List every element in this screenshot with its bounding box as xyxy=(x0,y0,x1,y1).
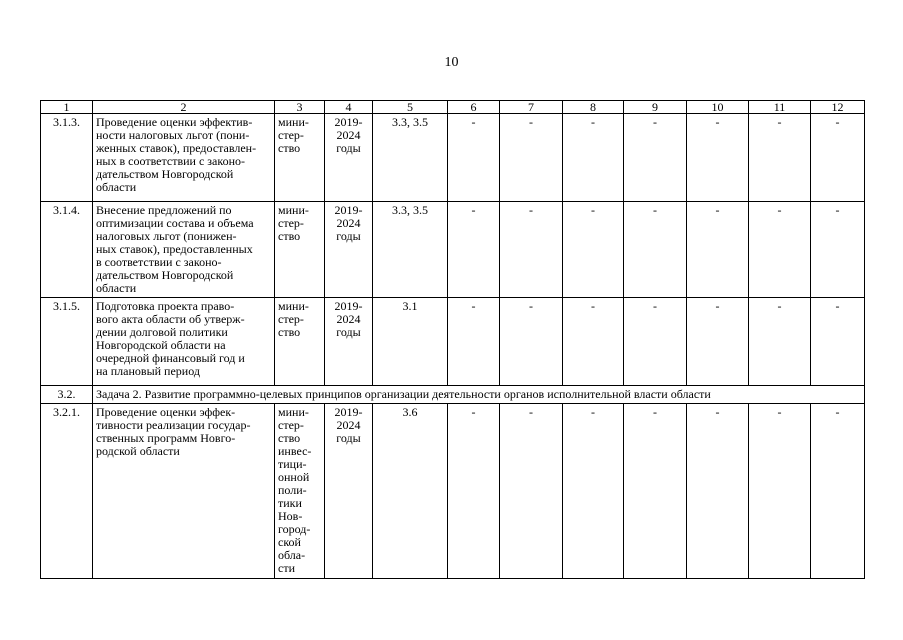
exec-line: стер- xyxy=(278,418,304,432)
desc-line: ственных программ Новго- xyxy=(96,431,236,445)
row-number: 3.1.5. xyxy=(41,298,93,386)
value-cell: - xyxy=(563,202,624,298)
table-row xyxy=(41,202,865,298)
value-cell: - xyxy=(563,298,624,386)
header-cell: 3 xyxy=(275,101,325,114)
header-cell: 10 xyxy=(687,101,749,114)
exec-line: ство xyxy=(278,431,301,445)
desc-line: области xyxy=(96,281,137,295)
exec-line: инвес- xyxy=(278,444,312,458)
header-cell: 9 xyxy=(624,101,687,114)
activity-table xyxy=(40,100,865,579)
exec-line: обла- xyxy=(278,548,306,562)
exec-line: город- xyxy=(278,522,311,536)
header-cell: 4 xyxy=(325,101,373,114)
header-cell: 7 xyxy=(500,101,563,114)
header-cell: 12 xyxy=(811,101,865,114)
exec-line: мини- xyxy=(278,115,309,129)
row-number: 3.1.4. xyxy=(41,202,93,298)
desc-line: тивности реализации государ- xyxy=(96,418,251,432)
period-line: 2019- xyxy=(334,115,363,129)
task-row xyxy=(41,386,865,404)
table-row xyxy=(41,114,865,202)
value-cell: - xyxy=(624,298,687,386)
period xyxy=(325,202,373,298)
value-cell: - xyxy=(687,298,749,386)
exec-line: ство xyxy=(278,325,301,339)
value-cell: - xyxy=(749,202,811,298)
row-number: 3.2.1. xyxy=(41,404,93,579)
activity-description xyxy=(93,202,275,298)
exec-line: ской xyxy=(278,535,301,549)
activity-description xyxy=(93,404,275,579)
value-cell: - xyxy=(624,202,687,298)
desc-line: ных в соответствии с законо- xyxy=(96,154,245,168)
page-number: 10 xyxy=(444,55,459,70)
value-cell: - xyxy=(500,298,563,386)
value-cell: - xyxy=(563,114,624,202)
value-cell: - xyxy=(811,298,865,386)
value-cell: - xyxy=(448,298,500,386)
indicator: 3.3, 3.5 xyxy=(373,202,448,298)
desc-line: на плановый период xyxy=(96,364,200,378)
indicator: 3.1 xyxy=(373,298,448,386)
exec-line: мини- xyxy=(278,203,309,217)
exec-line: ство xyxy=(278,229,301,243)
value-cell: - xyxy=(749,404,811,579)
value-cell: - xyxy=(811,202,865,298)
activity-description xyxy=(93,114,275,202)
exec-line: Нов- xyxy=(278,509,303,523)
desc-line: родской области xyxy=(96,444,180,458)
exec-line: поли- xyxy=(278,483,307,497)
period-line: 2019- xyxy=(334,203,363,217)
header-cell: 5 xyxy=(373,101,448,114)
header-cell: 8 xyxy=(563,101,624,114)
period-line: годы xyxy=(336,229,361,243)
period-line: годы xyxy=(336,141,361,155)
value-cell: - xyxy=(500,404,563,579)
desc-line: в соответствии с законо- xyxy=(96,255,222,269)
desc-line: дении долговой политики xyxy=(96,325,228,339)
desc-line: Внесение предложений по xyxy=(96,203,232,217)
value-cell: - xyxy=(448,202,500,298)
table-header-row xyxy=(41,101,865,114)
value-cell: - xyxy=(563,404,624,579)
value-cell: - xyxy=(624,404,687,579)
value-cell: - xyxy=(687,114,749,202)
value-cell: - xyxy=(749,114,811,202)
value-cell: - xyxy=(811,404,865,579)
exec-line: онной xyxy=(278,470,310,484)
period xyxy=(325,114,373,202)
task-number: 3.2. xyxy=(41,386,93,404)
desc-line: оптимизации состава и объема xyxy=(96,216,254,230)
period xyxy=(325,404,373,579)
exec-line: тици- xyxy=(278,457,307,471)
header-cell: 11 xyxy=(749,101,811,114)
value-cell: - xyxy=(448,114,500,202)
value-cell: - xyxy=(687,404,749,579)
period-line: 2024 xyxy=(336,418,361,432)
indicator: 3.6 xyxy=(373,404,448,579)
executor xyxy=(275,404,325,579)
header-cell: 2 xyxy=(93,101,275,114)
activity-description xyxy=(93,298,275,386)
exec-line: ство xyxy=(278,141,301,155)
period-line: годы xyxy=(336,431,361,445)
value-cell: - xyxy=(687,202,749,298)
executor xyxy=(275,202,325,298)
indicator: 3.3, 3.5 xyxy=(373,114,448,202)
executor xyxy=(275,298,325,386)
exec-line: стер- xyxy=(278,128,304,142)
period xyxy=(325,298,373,386)
header-cell: 1 xyxy=(41,101,93,114)
row-number: 3.1.3. xyxy=(41,114,93,202)
period-line: 2024 xyxy=(336,128,361,142)
period-line: 2019- xyxy=(334,299,363,313)
desc-line: женных ставок), предоставлен- xyxy=(96,141,257,155)
period-line: 2019- xyxy=(334,405,363,419)
table-row xyxy=(41,298,865,386)
executor xyxy=(275,114,325,202)
exec-line: мини- xyxy=(278,299,309,313)
desc-line: налоговых льгот (понижен- xyxy=(96,229,237,243)
value-cell: - xyxy=(500,202,563,298)
exec-line: мини- xyxy=(278,405,309,419)
exec-line: стер- xyxy=(278,216,304,230)
exec-line: сти xyxy=(278,561,295,575)
header-cell: 6 xyxy=(448,101,500,114)
desc-line: Подготовка проекта право- xyxy=(96,299,235,313)
period-line: 2024 xyxy=(336,312,361,326)
value-cell: - xyxy=(500,114,563,202)
desc-line: вого акта области об утверж- xyxy=(96,312,245,326)
desc-line: Новгородской области на xyxy=(96,338,226,352)
desc-line: Проведение оценки эффектив- xyxy=(96,115,253,129)
exec-line: тики xyxy=(278,496,302,510)
desc-line: области xyxy=(96,180,137,194)
value-cell: - xyxy=(448,404,500,579)
period-line: 2024 xyxy=(336,216,361,230)
desc-line: ности налоговых льгот (пони- xyxy=(96,128,250,142)
exec-line: стер- xyxy=(278,312,304,326)
value-cell: - xyxy=(749,298,811,386)
value-cell: - xyxy=(811,114,865,202)
value-cell: - xyxy=(624,114,687,202)
table-row xyxy=(41,404,865,579)
desc-line: очередной финансовый год и xyxy=(96,351,245,365)
desc-line: ных ставок), предоставленных xyxy=(96,242,253,256)
period-line: годы xyxy=(336,325,361,339)
desc-line: дательством Новгородской xyxy=(96,268,234,282)
task-title: Задача 2. Развитие программно-целевых принципов организации деятельности органов исполнительной власти области xyxy=(93,386,865,404)
desc-line: дательством Новгородской xyxy=(96,167,234,181)
desc-line: Проведение оценки эффек- xyxy=(96,405,236,419)
